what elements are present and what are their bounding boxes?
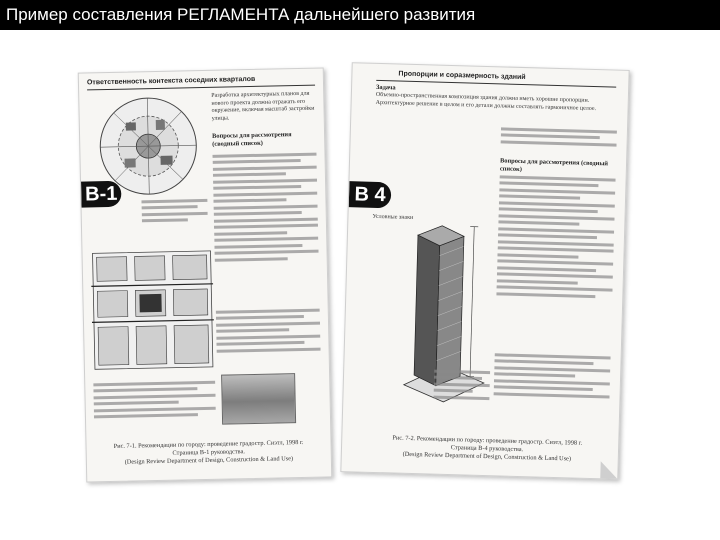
right-figure-caption [362,434,613,465]
tower-label: Условные знаки [372,213,414,221]
street-block-map [90,249,214,372]
left-caption-line-2: Страница В-1 руководства. [172,448,245,457]
left-questions-list-continued [216,305,321,377]
right-intro-title: Задача [375,83,396,92]
right-page-heading: Пропорции и соразмерность зданий [398,70,526,82]
left-caption-line-3: (Design Review Department of Design, Construction & Land Use) [124,455,294,466]
slide-title: Пример составления РЕГЛАМЕНТА дальнейшего развития [0,0,720,30]
left-questions-title: Вопросы для рассмотрения (сводный список) [212,131,292,148]
left-page-heading: Ответственность контекста соседних кварталов [86,75,256,87]
right-context-text [500,123,617,156]
guideline-badge-b1: B-1 [81,181,122,208]
right-caption-line-2: Страница В-4 руководства. [450,444,524,454]
left-notes-text [93,377,216,440]
right-questions-list [495,171,616,344]
slide-canvas [0,30,720,540]
right-questions-title: Вопросы для рассмотрения (сводный список) [499,157,609,173]
page-curl [600,461,618,479]
left-intro-text: Разработка архитектурных планов для нового проекта должна отражать его окружение, включая масштаб застройки улицы. [211,90,315,122]
left-document-page [78,67,333,482]
left-caption-line-1: Рис. 7-1. Рекомендации по городу: проведение градостр. Сиэтл, 1998 г. [113,438,304,450]
right-diagram-notes [433,366,490,418]
right-caption-line-3: (Design Review Department of Design, Construction & Land Use) [402,450,572,463]
left-figure-caption [91,438,327,467]
right-caption-line-1: Рис. 7-2. Рекомендации по городу: проведение градостр. Сиэтл, 1998 г. [392,434,583,447]
left-questions-list [212,149,319,301]
guideline-badge-b4: B 4 [349,181,392,208]
right-intro-text: Объемно-пространственная композиция здания должна иметь хорошие пропорции. Архитектурное решение в целом и его детали должны составлять гармоничное целое. [375,91,597,112]
right-document-page [340,62,629,480]
street-photo [221,373,296,425]
right-questions-list-continued [493,349,611,422]
left-legend-text [141,195,208,236]
